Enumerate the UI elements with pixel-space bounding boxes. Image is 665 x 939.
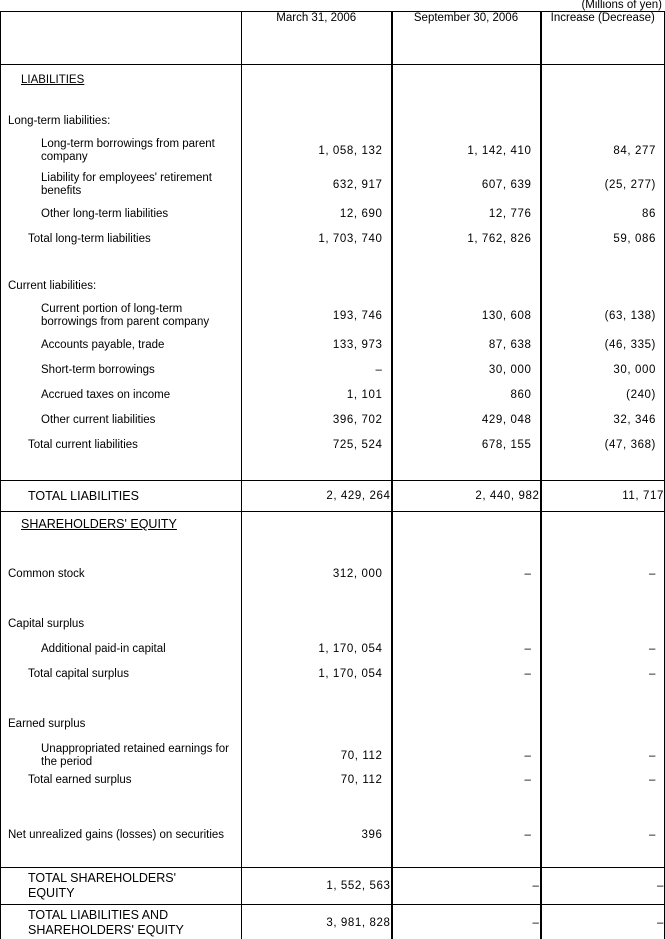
value-march-current-portion: 193, 746 [332,310,383,322]
row-label-current-portion-l1: Current portion of long-term [41,303,183,315]
equity-heading: SHAREHOLDERS' EQUITY [21,517,177,531]
total-liabilities-september: 2, 440, 982 [392,481,541,512]
total-equity-march: 1, 552, 563 [242,868,392,905]
equity-september-cell [392,512,541,868]
value-sep-total-capital-surplus: – [524,668,532,680]
value-inc-longterm-borrowings: 84, 277 [613,145,656,157]
value-march-other-current: 396, 702 [332,414,383,426]
row-label-other-longterm: Other long-term liabilities [41,208,169,220]
value-march-retirement-benefits: 632, 917 [332,179,383,191]
row-label-current-portion-l2: borrowings from parent company [41,316,210,328]
value-march-accounts-payable: 133, 973 [332,339,383,351]
longterm-heading: Long-term liabilities: [8,115,111,127]
value-sep-common-stock: – [524,568,532,580]
value-march-net-unrealized: 396 [361,829,383,841]
capital-surplus-heading: Capital surplus [8,618,85,630]
value-march-accrued-taxes: 1, 101 [346,389,383,401]
value-march-total-longterm: 1, 703, 740 [318,233,383,245]
total-equity-label-cell [1,868,242,905]
liabilities-label-cell [1,65,242,481]
equity-body-row [1,512,665,868]
row-label-longterm-borrowings-l1: Long-term borrowings from parent [41,138,215,150]
value-inc-accounts-payable: (46, 335) [604,339,656,351]
row-label-longterm-borrowings-l2: company [41,151,88,163]
total-equity-increase: – [541,868,665,905]
value-march-total-capital-surplus: 1, 170, 054 [318,668,383,680]
total-liabilities-march: 2, 429, 264 [242,481,392,512]
row-label-total-current: Total current liabilities [28,439,138,451]
value-sep-total-current: 678, 155 [481,439,532,451]
row-label-shortterm-borrowings: Short-term borrowings [41,364,155,376]
value-inc-common-stock: – [649,568,656,580]
earned-surplus-heading: Earned surplus [8,718,86,730]
value-march-total-earned-surplus: 70, 112 [340,774,383,786]
row-label-other-current: Other current liabilities [41,414,156,426]
total-equity-label-line2: EQUITY [28,886,75,900]
liabilities-september-cell [392,65,541,481]
total-liabilities-label-cell [1,481,242,512]
equity-increase-cell [541,512,665,868]
value-march-additional-paid-in: 1, 170, 054 [318,643,383,655]
row-label-additional-paid-in: Additional paid-in capital [41,643,166,655]
total-liab-equity-march: 3, 981, 828 [242,905,392,939]
total-liab-equity-label-cell [1,905,242,939]
value-march-unappropriated: 70, 112 [340,750,383,762]
value-inc-retirement-benefits: (25, 277) [604,179,656,191]
total-liabilities-label: TOTAL LIABILITIES [28,488,139,503]
units-caption: (Millions of yen) [581,0,662,11]
value-inc-total-longterm: 59, 086 [613,233,656,245]
value-sep-longterm-borrowings: 1, 142, 410 [467,145,532,157]
row-label-accounts-payable: Accounts payable, trade [41,339,165,351]
row-label-unappropriated-l2: the period [41,756,93,768]
value-sep-other-current: 429, 048 [481,414,532,426]
value-sep-total-longterm: 1, 762, 826 [467,233,532,245]
total-liab-equity-label-line1: TOTAL LIABILITIES AND [28,907,169,922]
value-inc-accrued-taxes: (240) [626,389,656,401]
liabilities-body-row [1,65,665,481]
equity-march-cell [242,512,392,868]
header-cell-increase: Increase (Decrease) [541,12,665,65]
value-inc-current-portion: (63, 138) [604,310,656,322]
current-heading: Current liabilities: [8,280,97,292]
header-cell-march: March 31, 2006 [242,12,392,65]
total-liab-equity-label-line2: SHAREHOLDERS' EQUITY [28,922,184,937]
total-liabilities-and-equity-row [1,905,665,939]
value-sep-additional-paid-in: – [524,643,532,655]
value-sep-retirement-benefits: 607, 639 [481,179,532,191]
value-inc-additional-paid-in: – [649,643,656,655]
value-sep-unappropriated: – [524,750,532,762]
value-march-longterm-borrowings: 1, 058, 132 [318,145,383,157]
total-liab-equity-september: – [392,905,541,939]
value-sep-accounts-payable: 87, 638 [488,339,532,351]
value-sep-total-earned-surplus: – [524,774,532,786]
value-inc-shortterm-borrowings: 30, 000 [613,364,656,376]
row-label-retirement-benefits-l1: Liability for employees' retirement [41,172,212,184]
total-equity-label-line1: TOTAL SHAREHOLDERS' [28,871,177,885]
total-shareholders-equity-row [1,868,665,905]
value-sep-other-longterm: 12, 776 [488,208,532,220]
value-sep-accrued-taxes: 860 [510,389,532,401]
value-march-common-stock: 312, 000 [332,568,383,580]
row-label-total-longterm: Total long-term liabilities [28,233,151,245]
equity-label-cell [1,512,242,868]
value-inc-total-current: (47, 368) [604,439,656,451]
table-header-row [1,12,665,65]
value-march-shortterm-borrowings: – [375,364,383,376]
total-liabilities-increase: 11, 717 [541,481,665,512]
row-label-accrued-taxes: Accrued taxes on income [41,389,171,401]
value-inc-total-earned-surplus: – [649,774,656,786]
value-march-total-current: 725, 524 [332,439,383,451]
balance-sheet-table [0,11,665,939]
row-label-common-stock: Common stock [8,568,85,580]
value-inc-other-longterm: 86 [642,208,656,220]
value-sep-current-portion: 130, 608 [481,310,532,322]
row-label-unappropriated-l1: Unappropriated retained earnings for [41,743,229,755]
liabilities-march-cell [242,65,392,481]
liabilities-heading: LIABILITIES [21,74,85,86]
total-equity-september: – [392,868,541,905]
value-inc-unappropriated: – [649,750,656,762]
row-label-retirement-benefits-l2: benefits [41,185,82,197]
liabilities-increase-cell [541,65,665,481]
value-inc-other-current: 32, 346 [613,414,656,426]
total-liabilities-row [1,481,665,512]
header-cell-blank [1,12,242,65]
value-sep-shortterm-borrowings: 30, 000 [488,364,532,376]
total-liab-equity-increase: – [541,905,665,939]
value-inc-total-capital-surplus: – [649,668,656,680]
row-label-total-capital-surplus: Total capital surplus [28,668,129,680]
row-label-net-unrealized: Net unrealized gains (losses) on securities [8,829,225,841]
value-march-other-longterm: 12, 690 [339,208,383,220]
value-sep-net-unrealized: – [524,829,532,841]
value-inc-net-unrealized: – [649,829,656,841]
row-label-total-earned-surplus: Total earned surplus [28,774,132,786]
header-cell-september: September 30, 2006 [392,12,541,65]
